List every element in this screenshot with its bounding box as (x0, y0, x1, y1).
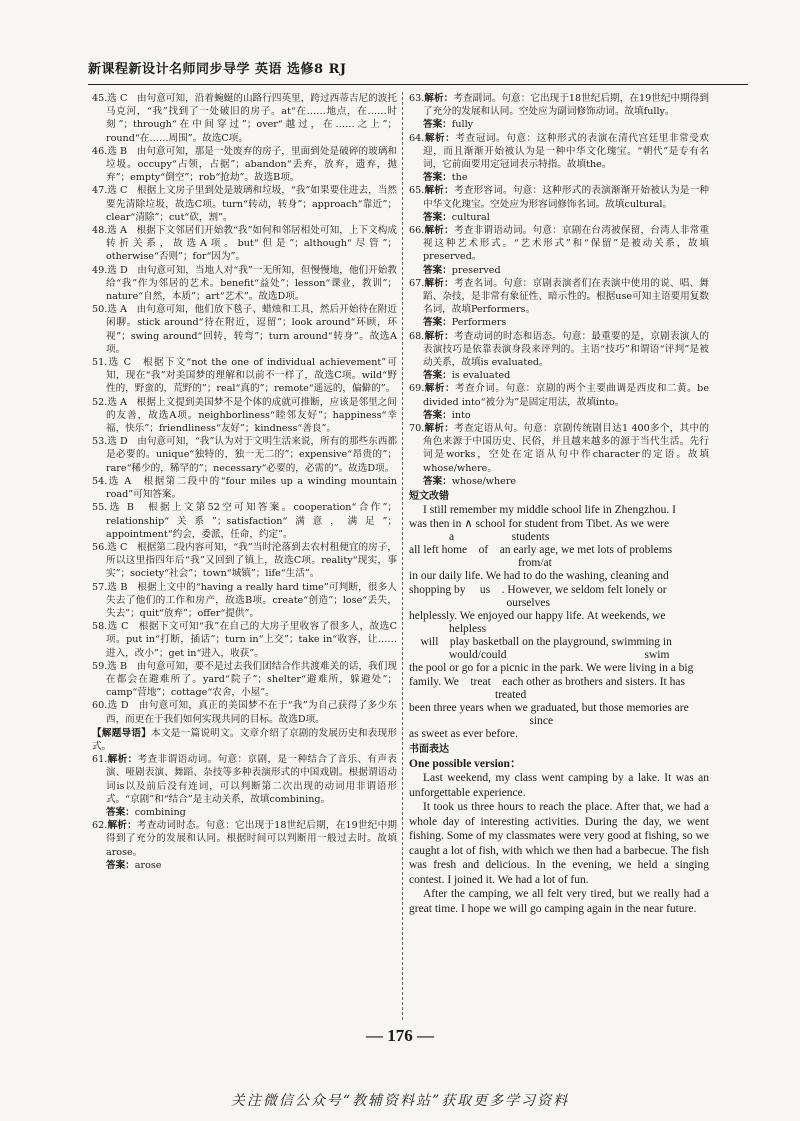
answer-item (92, 660, 397, 700)
item-text: 选 A 根据第二段中的“four miles up a winding mountain road”可知答案。 (106, 475, 397, 501)
answer-line (409, 118, 709, 131)
answer-value: whose/where (451, 475, 517, 487)
answer-label: 答案： (423, 211, 452, 223)
answer-value: preserved (451, 264, 501, 276)
item-number: 56. (92, 541, 108, 553)
item-number: 61. (92, 754, 108, 766)
answer-item (92, 475, 397, 501)
answer-label: 答案： (423, 317, 452, 329)
item-text: 选 A 根据上文提到美国梦不是个体的成就可推断，应该是邻里之间的友善，故选A项。neighborliness“睦邻友好”；happiness“幸福，快乐”；friendliness“友好”；kindness“善良”。 (106, 396, 397, 435)
answer-line (409, 316, 709, 329)
right-answer-list (409, 92, 709, 488)
correction-fix: ourselves (449, 597, 550, 610)
answer-item (92, 356, 397, 396)
analysis-label: 解析： (107, 820, 137, 832)
answer-value: arose (134, 859, 162, 871)
correction-fix: treated (449, 689, 527, 702)
analysis-label: 解析： (424, 330, 454, 342)
answer-item (92, 819, 397, 859)
item-number: 59. (92, 660, 108, 672)
guide-label: 【解题导语】 (92, 727, 152, 739)
answer-item (92, 501, 397, 541)
solution-guide (92, 727, 397, 753)
correction-fix: would/could swim (449, 649, 670, 662)
correction-line: I still remember my middle school life in Zhengzhou. I (423, 504, 676, 517)
item-number: 50. (92, 304, 108, 316)
answer-line (409, 211, 709, 224)
item-text: 选 C 根据下文“not the one of individual achievement”可知，现在“我”对美国梦的理解和以前不一样了，故选C项。wild“野性的，野蛮的，荒野的”；real“真的”；remote“遥远的，偏僻的”。 (106, 357, 397, 395)
item-number: 48. (92, 225, 108, 237)
answer-item (409, 224, 709, 264)
correction-line: will play basketball on the playground, swimming in (409, 636, 672, 649)
answer-item (92, 581, 397, 621)
correction-line: in our daily life. We had to do the washing, cleaning and (409, 570, 669, 583)
answer-line (409, 409, 709, 422)
answer-line (409, 475, 709, 488)
left-answer-list-2 (92, 753, 397, 872)
answer-item (92, 699, 397, 725)
analysis-label: 解析： (424, 185, 454, 197)
answer-item (92, 620, 397, 660)
answer-value: is evaluated (451, 370, 511, 382)
answer-value: into (451, 409, 471, 421)
item-number: 65. (409, 185, 425, 197)
footer-note: 关注微信公众号“教辅资料站”获取更多学习资料 (230, 1093, 570, 1109)
item-text: 选 C 根据第二段内容可知，“我”当时沦落到去农村租便宜的房子，所以这里指四年后“我”又回到了镇上，故选C项。reality“现实，事实”；society“社会”；town“城镇”；life“生活”。 (106, 541, 397, 580)
item-text: 选 B 由句意可知，那是一处废弃的房子，里面到处是破碎的玻璃和垃圾。occupy“占领，占据”；abandon“丢弃，放弃，遗弃，抛弃”；empty“倒空”；rob“抢劫”。故选B项。 (106, 145, 397, 184)
essay-paragraph: After the camping, we all felt very tired, but we really had a great time. I hope we will go camping again in the near future. (409, 888, 709, 915)
analysis-text: 考查定语从句。句意：京剧传统剧目达1 400多个，其中的角色来源于中国历史、民俗，并且越来越多的源于当代生活。先行词是works，空处在定语从句中作character的定语。故填whose/where。 (423, 423, 710, 474)
item-number: 64. (409, 132, 425, 144)
correction-line: helplessly. We enjoyed our happy life. At weekends, we (409, 610, 666, 623)
answer-item (92, 541, 397, 581)
answer-label: 答案： (106, 859, 135, 871)
item-number: 57. (92, 581, 108, 593)
answer-item (92, 224, 397, 264)
correction-line: been three years when we graduated, but those memories are (409, 702, 689, 715)
correction-fix: since (449, 715, 554, 728)
item-text: 选 B 根据上文第52空可知答案。cooperation“合作”；relationship“关系”；satisfaction“满意，满足”；appointment“约会，委派，任命，约定”。 (106, 502, 397, 540)
answer-line (92, 806, 397, 819)
analysis-text: 考查冠词。句意：这种形式的表演在清代宫廷里非常受欢迎，而且渐渐开始被认为是一种中华文化瑰宝。“朝代”是专有名词，它前面要用定冠词表示特指。故填the。 (423, 132, 710, 171)
correction-line: the pool or go for a picnic in the park. We were living in a big (409, 662, 694, 675)
item-number: 54. (92, 475, 108, 487)
item-number: 55. (92, 502, 108, 514)
essay (409, 757, 709, 917)
answer-item (409, 330, 709, 370)
analysis-text: 考查介词。句意：京剧的两个主要曲调是西皮和二黄。be divided into“被分为”是固定用法，故填into。 (423, 383, 709, 408)
answer-label: 答案： (106, 806, 135, 818)
item-number: 53. (92, 436, 108, 448)
correction-line: as sweet as ever before. (409, 728, 518, 741)
correction-line: was then in ∧ school for student from Tibet. As we were (409, 518, 670, 531)
answer-item (92, 753, 397, 806)
answer-value: combining (134, 806, 186, 818)
answer-label: 答案： (423, 370, 452, 382)
left-answer-list (92, 92, 397, 726)
answer-line (409, 264, 709, 277)
item-number: 62. (92, 820, 108, 832)
correction-line: shopping by us . However, we seldom felt lonely or (409, 584, 667, 597)
analysis-label: 解析： (424, 383, 456, 395)
answer-item (409, 184, 709, 210)
item-number: 69. (409, 383, 425, 395)
answer-label: 答案： (423, 172, 452, 184)
item-number: 47. (92, 185, 108, 197)
correction-fix: from/at (449, 557, 552, 570)
analysis-text: 考查动词时态。句意：它出现于18世纪后期，在19世纪中期得到了充分的发展和认同。根据时间可以判断用一般过去时。故填arose。 (106, 820, 398, 858)
item-text: 选 C 根据下文可知“我”在自己的大房子里收容了很多人，故选C项。put in“打断，插话”；turn in“上交”；take in“收容，让……进入，改小”；get in“进入，收获”。 (106, 621, 397, 659)
item-text: 选 A 由句意可知，他们放下毯子、蜡烛和工具，然后开始待在附近闲聊。stick around“待在附近，逗留”；look around“环顾，环视”；swing around“回转，转弯”；turn around“转身”。故选A项。 (106, 304, 397, 355)
item-number: 46. (92, 145, 108, 157)
analysis-text: 考查非谓语动词。句意：京剧，是一种结合了音乐、有声表演、哑剧表演、舞蹈、杂技等多种表演形式的中国戏剧。根据谓语动词is以及前后没有连词，可以判断第二次出现的动词用非谓语形式。“京剧”和“结合”是主动关系，故填combining。 (106, 754, 398, 805)
correction-title: 短文改错 (409, 491, 449, 503)
item-text: 选 C 由句意可知，沿着蜿蜒的山路行四英里，跨过西蒂吉尼的波托马克河，“我”找到了一处破旧的房子。at“在……地点，在……时刻”；through“在中间穿过”；over“越过，在……之上”；round“在……周围”。故选C项。 (106, 93, 397, 144)
answer-item (92, 396, 397, 436)
essay-paragraph: Last weekend, my class went camping by a lake. It was an unforgettable experience. (409, 772, 709, 799)
answer-item (92, 435, 397, 475)
analysis-label: 解析： (424, 225, 454, 237)
item-number: 67. (409, 277, 425, 289)
answer-label: 答案： (423, 409, 452, 421)
essay-title: 书面表达 (409, 744, 449, 756)
correction-line: all left home of an early age, we met lots of problems (409, 544, 673, 557)
answer-item (409, 277, 709, 317)
answer-line (409, 171, 709, 184)
item-number: 52. (92, 396, 108, 408)
analysis-label: 解析： (424, 132, 456, 144)
page-number: — 176 — (366, 1026, 434, 1045)
essay-paragraph: It took us three hours to reach the place. After that, we had a whole day of interesting activities. During the day, we went fishing. Some of my classmates were very good at fishing, so we caught a lot of fish, with which we then had a barbecue. The fish was fresh and delicious. In the evening, we held a singing contest. I joined it. We had a lot of fun. (409, 801, 709, 886)
answer-item (92, 92, 397, 145)
answer-label: 答案： (423, 264, 452, 276)
item-number: 45. (92, 93, 108, 104)
header-rule (88, 84, 748, 85)
running-header: 新课程新设计名师同步导学 英语 选修8 RJ (88, 62, 347, 77)
item-number: 70. (409, 423, 425, 435)
answer-item (409, 132, 709, 172)
answer-item (92, 184, 397, 224)
analysis-text: 考查动词的时态和语态。句意：最重要的是，京剧表演人的表演技巧是依靠表演身段来评判的。主语“技巧”和谓语“评判”是被动关系，故填is evaluated。 (423, 330, 710, 369)
answer-value: cultural (451, 211, 490, 223)
analysis-label: 解析： (424, 93, 454, 104)
item-number: 60. (92, 700, 108, 712)
analysis-label: 解析： (424, 277, 454, 289)
item-text: 选 A 根据下文邻居们开始教“我”如何和邻居相处可知，上下文构成转折关系，故选A项。but“但是”；although“尽管”；otherwise“否则”；for“因为”。 (106, 225, 397, 263)
item-text: 选 D 由句意可知，真正的美国梦不在于“我”为自己获得了多少东西，而更在于我们如何实现共同的目标。故选D项。 (106, 700, 397, 725)
analysis-label: 解析： (424, 423, 455, 435)
item-text: 选 C 根据上文房子里到处是玻璃和垃圾，“我”如果要住进去，当然要先清除垃圾，故选C项。turn“转动，转身”；approach“靠近”；clear“清除”；cut“砍，割”。 (106, 185, 397, 223)
item-number: 63. (409, 93, 425, 104)
correction-passage (409, 503, 709, 741)
item-text: 选 B 由句意可知，要不是过去我们团结合作共渡难关的话，我们现在都会在避难所了。yard“院子”；shelter“避难所，躲避处”；camp“营地”；cottage“农舍，小屋”。 (106, 660, 397, 699)
guide-text: 本文是一篇说明文。文章介绍了京剧的发展历史和表现形式。 (92, 727, 398, 752)
answer-label: 答案： (423, 475, 452, 487)
analysis-label: 解析： (107, 754, 138, 766)
answer-item (92, 303, 397, 356)
analysis-text: 考查副词。句意：它出现于18世纪后期，在19世纪中期得到了充分的发展和认同。空处应为副词修饰动词。故填fully。 (423, 93, 710, 118)
right-column (409, 92, 709, 916)
item-number: 66. (409, 225, 425, 237)
correction-line: family. We treat each other as brothers and sisters. It has (409, 676, 685, 689)
item-text: 选 B 根据上文中的“having a really hard time”可判断，很多人失去了他们的工作和房产，故选B项。create“创造”；lose“丢失，失去”；quit“放弃”；offer“提供”。 (106, 581, 397, 619)
answer-item (409, 382, 709, 408)
answer-value: the (451, 172, 468, 184)
essay-version-label: One possible version： (409, 757, 522, 770)
answer-item (409, 92, 709, 118)
answer-line (409, 369, 709, 382)
answer-item (92, 145, 397, 185)
column-divider (402, 92, 403, 1020)
answer-value: fully (451, 119, 474, 131)
item-number: 58. (92, 621, 108, 633)
analysis-text: 考查非谓语动词。句意：京剧在台湾被保留，台湾人非常重视这种艺术形式。“艺术形式”和“保留”是被动关系，故填preserved。 (423, 225, 710, 263)
item-text: 选 D 由句意可知，当地人对“我”一无所知，但慢慢地，他们开始教给“我”作为邻居的艺术。benefit“益处”；lesson“课业，教训”；nature“自然，本质”；art“艺术”。故选D项。 (106, 264, 397, 303)
left-column (92, 92, 397, 872)
answer-item (409, 422, 709, 475)
item-text: 选 D 由句意可知，“我”认为对于文明生活来说，所有的那些东西都是必要的。unique“独特的，独一无二的”；expensive“昂贵的”；rare“稀少的，稀罕的”；necessary“必要的，必需的”。故选D项。 (106, 436, 397, 474)
analysis-text: 考查名词。句意：京剧表演者们在表演中使用的说、唱、舞蹈、杂技，是非常有象征性、暗示性的。根据use可知主语要用复数名词，故填Performers。 (423, 277, 710, 316)
correction-fix: helpless (449, 623, 487, 636)
correction-fix: a students (449, 531, 550, 544)
answer-value: Performers (451, 317, 507, 329)
item-number: 49. (92, 264, 108, 276)
item-number: 51. (92, 357, 108, 369)
analysis-text: 考查形容词。句意：这种形式的表演渐渐开始被认为是一种中华文化瑰宝。空处应为形容词修饰名词。故填cultural。 (423, 185, 710, 210)
answer-item (92, 264, 397, 304)
answer-label: 答案： (423, 119, 452, 131)
answer-line (92, 859, 397, 872)
item-number: 68. (409, 330, 425, 342)
